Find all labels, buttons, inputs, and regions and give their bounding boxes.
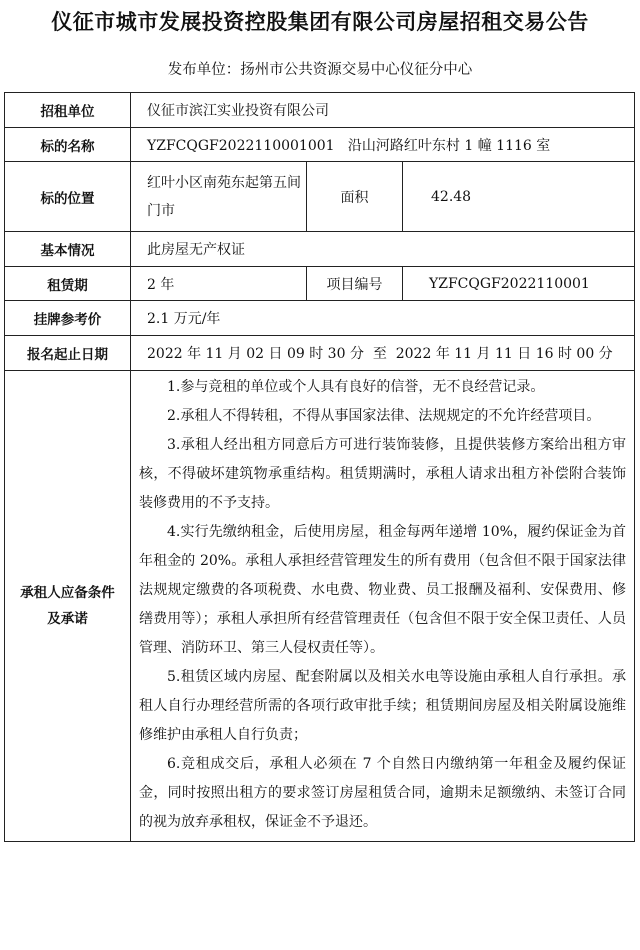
basic-label: 基本情况 bbox=[5, 232, 131, 267]
area-label: 面积 bbox=[307, 162, 403, 232]
row-location bbox=[5, 162, 635, 232]
conditions-label-line1: 承租人应备条件 bbox=[20, 585, 115, 601]
row-tenderer bbox=[5, 93, 635, 128]
row-period bbox=[5, 336, 635, 371]
row-subject-name bbox=[5, 128, 635, 162]
tenderer-value: 仪征市滨江实业投资有限公司 bbox=[131, 93, 635, 128]
project-no-label: 项目编号 bbox=[307, 267, 403, 301]
announcement-table bbox=[4, 92, 635, 842]
subject-name-label: 标的名称 bbox=[5, 128, 131, 162]
price-label: 挂牌参考价 bbox=[5, 301, 131, 336]
condition-item: 3.承租人经出租方同意后方可进行装饰装修，且提供装修方案给出租方审核，不得破坏建筑物承重结构。租赁期满时，承租人请求出租方补偿附合装饰装修费用的不予支持。 bbox=[139, 437, 627, 511]
conditions-label-line2: 及承诺 bbox=[47, 611, 88, 627]
condition-item: 5.租赁区域内房屋、配套附属以及相关水电等设施由承租人自行承担。承租人自行办理经营所需的各项行政审批手续；租赁期间房屋及相关附属设施维修维护由承租人自行负责； bbox=[139, 669, 627, 743]
document-title: 仪征市城市发展投资控股集团有限公司房屋招租交易公告 bbox=[51, 10, 589, 34]
lease-value: 2 年 bbox=[131, 267, 307, 301]
subject-name-value: YZFCQGF2022110001001 沿山河路红叶东村 1 幢 1116 室 bbox=[131, 128, 635, 162]
row-conditions bbox=[5, 371, 635, 842]
basic-value: 此房屋无产权证 bbox=[131, 232, 635, 267]
row-lease bbox=[5, 267, 635, 301]
location-label: 标的位置 bbox=[5, 162, 131, 232]
price-value: 2.1 万元/年 bbox=[131, 301, 635, 336]
publisher-line: 发布单位：扬州市公共资源交易中心仪征分中心 bbox=[167, 62, 473, 78]
condition-item: 4.实行先缴纳租金，后使用房屋，租金每两年递增 10%，履约保证金为首年租金的 20%。承租人承担经营管理发生的所有费用（包含但不限于国家法律法规规定缴费的各项税费、水电费、物业费、员工报酬及福利、安保费用、修缮费用等）；承租人承担所有经营管理责任（包含但不限于安全保卫责任、人员管理、消防环卫、第三人侵权责任等）。 bbox=[139, 524, 627, 656]
condition-item: 1.参与竞租的单位或个人具有良好的信誉，无不良经营记录。 bbox=[167, 379, 545, 395]
condition-item: 6.竞租成交后，承租人必须在 7 个自然日内缴纳第一年租金及履约保证金，同时按照出租方的要求签订房屋租赁合同，逾期未足额缴纳、未签订合同的视为放弃承租权，保证金不予退还。 bbox=[139, 756, 627, 830]
row-basic bbox=[5, 232, 635, 267]
period-label: 报名起止日期 bbox=[5, 336, 131, 371]
lease-label: 租赁期 bbox=[5, 267, 131, 301]
conditions-list bbox=[131, 371, 635, 842]
period-value: 2022 年 11 月 02 日 09 时 30 分 至 2022 年 11 月 11 日 16 时 00 分 bbox=[131, 336, 635, 371]
condition-item: 2.承租人不得转租，不得从事国家法律、法规规定的不允许经营项目。 bbox=[167, 408, 601, 424]
tenderer-label: 招租单位 bbox=[5, 93, 131, 128]
row-price bbox=[5, 301, 635, 336]
area-value: 42.48 bbox=[403, 162, 635, 232]
project-no-value: YZFCQGF2022110001 bbox=[403, 267, 635, 301]
location-value: 红叶小区南苑东起第五间门市 bbox=[131, 162, 307, 232]
conditions-label bbox=[5, 371, 131, 842]
